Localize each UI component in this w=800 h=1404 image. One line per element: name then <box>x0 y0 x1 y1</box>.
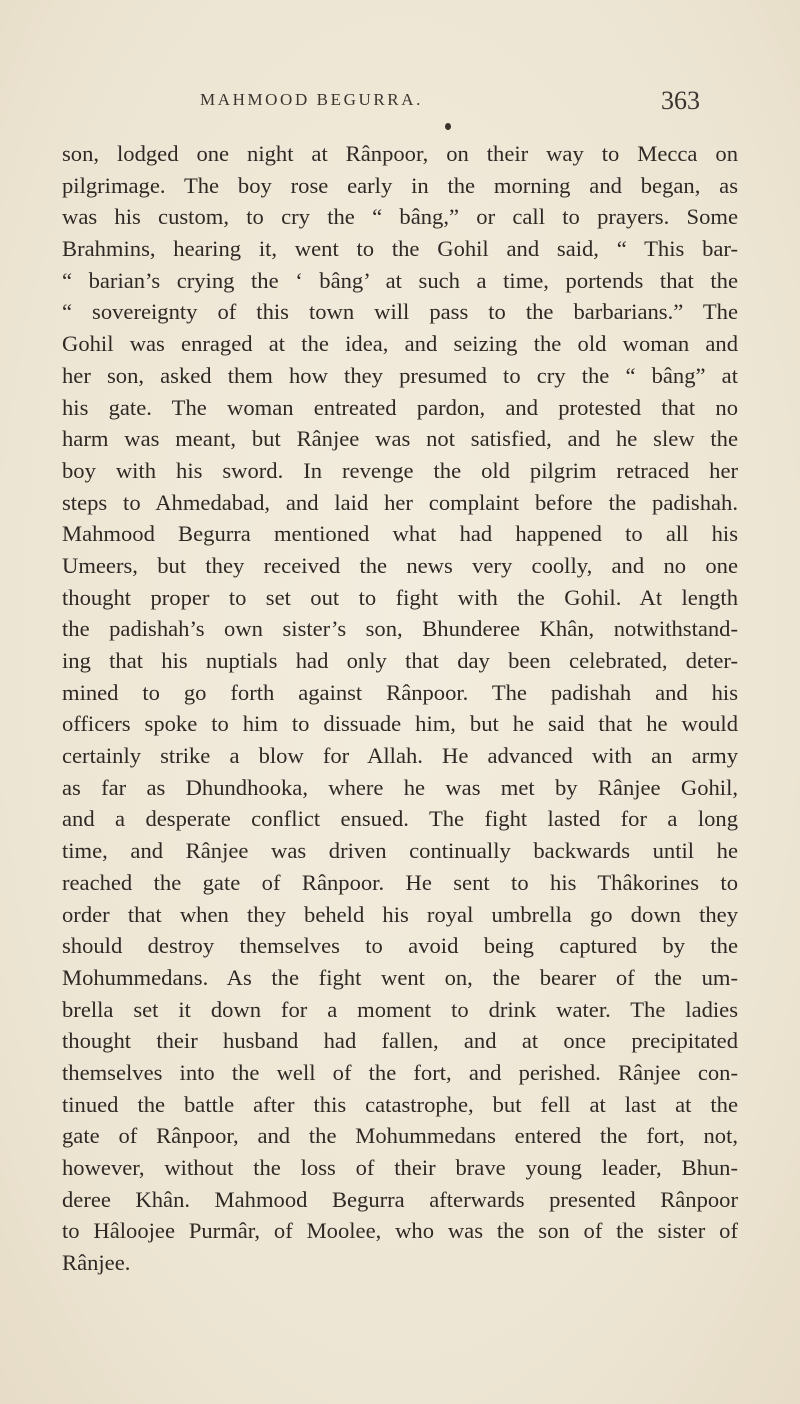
text-line: officers spoke to him to dissuade him, but he said that he would <box>62 711 738 737</box>
page-header <box>200 86 700 116</box>
text-line: steps to Ahmedabad, and laid her complaint before the padishah. <box>62 489 738 515</box>
text-line: “ barian’s crying the ‘ bâng’ at such a time, portends that the <box>62 267 738 293</box>
text-line: ing that his nuptials had only that day been celebrated, deter- <box>62 648 738 673</box>
text-line: the padishah’s own sister’s son, Bhunderee Khân, notwithstand- <box>62 616 738 642</box>
text-line: certainly strike a blow for Allah. He advanced with an army <box>62 743 738 769</box>
text-line: Mahmood Begurra mentioned what had happened to all his <box>62 521 738 547</box>
text-line: was his custom, to cry the “ bâng,” or call to prayers. Some <box>62 204 738 230</box>
text-line: boy with his sword. In revenge the old pilgrim retraced her <box>62 457 738 483</box>
text-line: gate of Rânpoor, and the Mohummedans entered the fort, not, <box>62 1123 738 1149</box>
text-line: his gate. The woman entreated pardon, and protested that no <box>62 394 738 420</box>
text-line: harm was meant, but Rânjee was not satisfied, and he slew the <box>62 426 738 452</box>
text-line: thought proper to set out to fight with the Gohil. At length <box>62 584 738 610</box>
text-line: Mohummedans. As the fight went on, the bearer of the um- <box>62 964 738 990</box>
text-line: and a desperate conflict ensued. The fight lasted for a long <box>62 806 738 832</box>
text-line: tinued the battle after this catastrophe, but fell at last at the <box>62 1091 738 1117</box>
text-line: themselves into the well of the fort, and perished. Rânjee con- <box>62 1059 738 1085</box>
text-line: deree Khân. Mahmood Begurra afterwards presented Rânpoor <box>62 1186 738 1212</box>
text-line: “ sovereignty of this town will pass to the barbarians.” The <box>62 299 738 325</box>
text-line: however, without the loss of their brave young leader, Bhun- <box>62 1155 738 1180</box>
text-line: order that when they beheld his royal umbrella go down they <box>62 901 738 927</box>
text-line: Umeers, but they received the news very coolly, and no one <box>62 552 738 578</box>
running-head: MAHMOOD BEGURRA. <box>200 90 423 109</box>
page-number: 363 <box>661 86 700 115</box>
text-line: brella set it down for a moment to drink water. The ladies <box>62 996 738 1022</box>
text-line: should destroy themselves to avoid being captured by the <box>62 933 738 959</box>
text-line: reached the gate of Rânpoor. He sent to his Thâkorines to <box>62 869 738 895</box>
text-line: her son, asked them how they presumed to cry the “ bâng” at <box>62 362 738 388</box>
text-line: Rânjee. <box>62 1250 131 1276</box>
text-line: time, and Rânjee was driven continually backwards until he <box>62 838 738 864</box>
text-line: Gohil was enraged at the idea, and seizing the old woman and <box>62 331 738 357</box>
ornament-dot <box>445 123 451 130</box>
text-line: to Hâloojee Purmâr, of Moolee, who was the son of the sister of <box>62 1218 738 1244</box>
text-line: son, lodged one night at Rânpoor, on their way to Mecca on <box>62 141 738 166</box>
text-line: pilgrimage. The boy rose early in the morning and began, as <box>62 172 738 198</box>
text-line: Brahmins, hearing it, went to the Gohil and said, “ This bar- <box>62 236 738 262</box>
text-line: as far as Dhundhooka, where he was met by Rânjee Gohil, <box>62 774 738 800</box>
body-text <box>62 138 738 1279</box>
text-line: thought their husband had fallen, and at once precipitated <box>62 1028 738 1054</box>
text-line: mined to go forth against Rânpoor. The padishah and his <box>62 679 738 705</box>
